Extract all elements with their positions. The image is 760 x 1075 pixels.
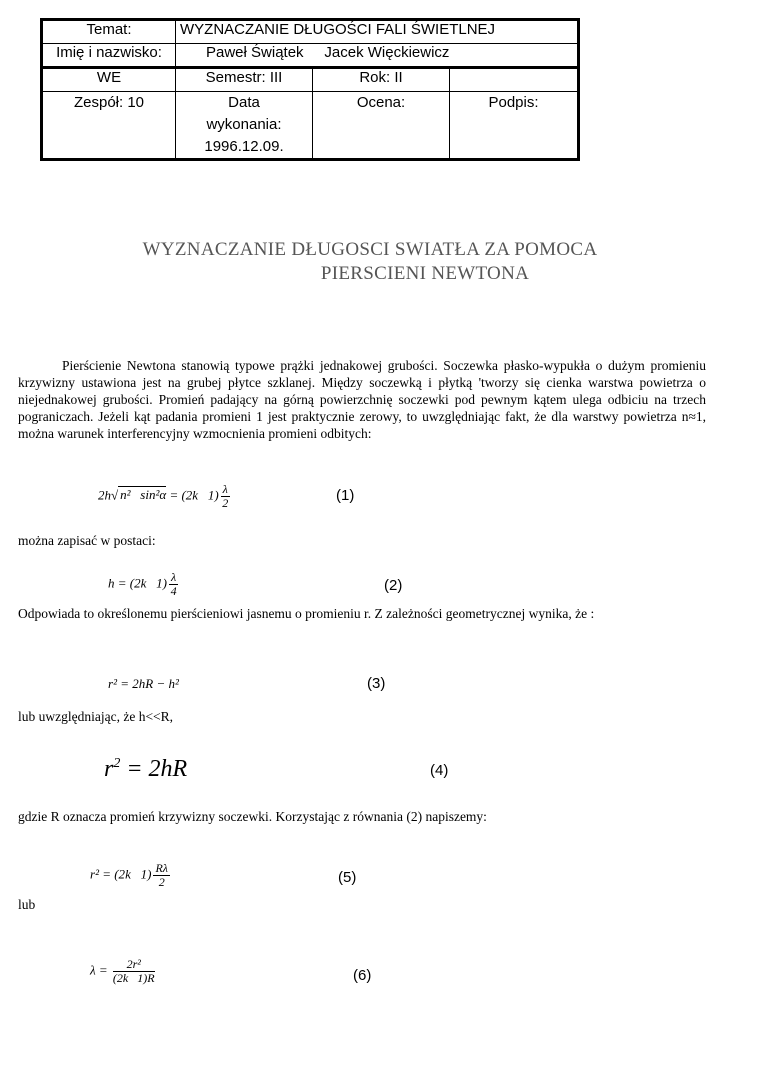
text-odpowiada: Odpowiada to określonemu pierścieniowi jasnemu o promieniu r. Z zależności geometrycznej wynika, że : bbox=[18, 606, 595, 621]
equation-5: r² = (2k 1) $\frac{R\lambda}{2}$ bbox=[90, 861, 168, 889]
title-line-2: PIERSCIENI NEWTONA bbox=[320, 263, 530, 284]
data-label: Data wykonania: bbox=[206, 94, 282, 133]
name-value: Paweł Świątek Jacek Więckiewicz bbox=[176, 44, 579, 68]
we-cell: WE bbox=[42, 68, 176, 92]
podpis-cell: Podpis: bbox=[450, 92, 579, 160]
equation-2: h = (2k 1) $\frac{\lambda}{4}$ bbox=[108, 570, 177, 598]
title-line-1: WYZNACZANIE DŁUGOSCI SWIATŁA ZA POMOCA bbox=[142, 239, 598, 260]
equation-3: r² = 2hR − h² bbox=[108, 676, 179, 691]
ocena-cell: Ocena: bbox=[313, 92, 450, 160]
data-value: 1996.12.09. bbox=[204, 138, 284, 155]
document-title bbox=[0, 238, 760, 286]
equation-1: 2h√ n² sin²α = (2k 1) $\frac{\lambda}{2}$ bbox=[98, 482, 229, 510]
temat-value: WYZNACZANIE DŁUGOŚCI FALI ŚWIETLNEJ bbox=[176, 20, 579, 44]
semestr-cell: Semestr: III bbox=[176, 68, 313, 92]
rok-cell: Rok: II bbox=[313, 68, 450, 92]
text-gdzie-r: gdzie R oznacza promień krzywizny soczewki. Korzystając z równania (2) napiszemy: bbox=[18, 809, 487, 824]
text-mozna-zapisac: można zapisać w postaci: bbox=[18, 533, 156, 548]
header-table bbox=[40, 18, 580, 161]
equation-4-number: (4) bbox=[430, 762, 449, 779]
zespol-cell: Zespół: 10 bbox=[42, 92, 176, 160]
equation-6: λ = $\frac{\text{2r²}}{(2k 1)R}$ bbox=[90, 957, 155, 985]
temat-label: Temat: bbox=[42, 20, 176, 44]
data-cell bbox=[176, 92, 313, 160]
text-lub-uwzgledniajac: lub uwzględniając, że h<<R, bbox=[18, 709, 174, 724]
equation-2-number: (2) bbox=[384, 577, 403, 594]
text-lub: lub bbox=[18, 897, 36, 912]
equation-4: $r^2 = 2hR$ bbox=[104, 756, 188, 782]
equation-6-number: (6) bbox=[353, 967, 372, 984]
name-label: Imię i nazwisko: bbox=[42, 44, 176, 68]
paragraph-1: Pierścienie Newtona stanowią typowe prążki jednakowej grubości. Soczewka płasko-wypukła o dużym promieniu krzywizny ustawiona jest na grubej płytce szklanej. Między soczewką i płytką 'tworzy się cienka warstwa powietrza o niejednakowej grubości. Promień padający na górną powierzchnię soczewki pod pewnym kątem ulega odbiciu na trzech pograniczach. Jeżeli kąt padania promieni 1 jest praktycznie zerowy, to uwzględniając fakt, że dla warstwy powietrza n≈1, można warunek interferencyjny wzmocnienia promieni odbitych: bbox=[18, 358, 706, 441]
equation-1-number: (1) bbox=[336, 487, 355, 504]
equation-3-number: (3) bbox=[367, 675, 386, 692]
empty-cell bbox=[450, 68, 579, 92]
equation-5-number: (5) bbox=[338, 869, 357, 886]
